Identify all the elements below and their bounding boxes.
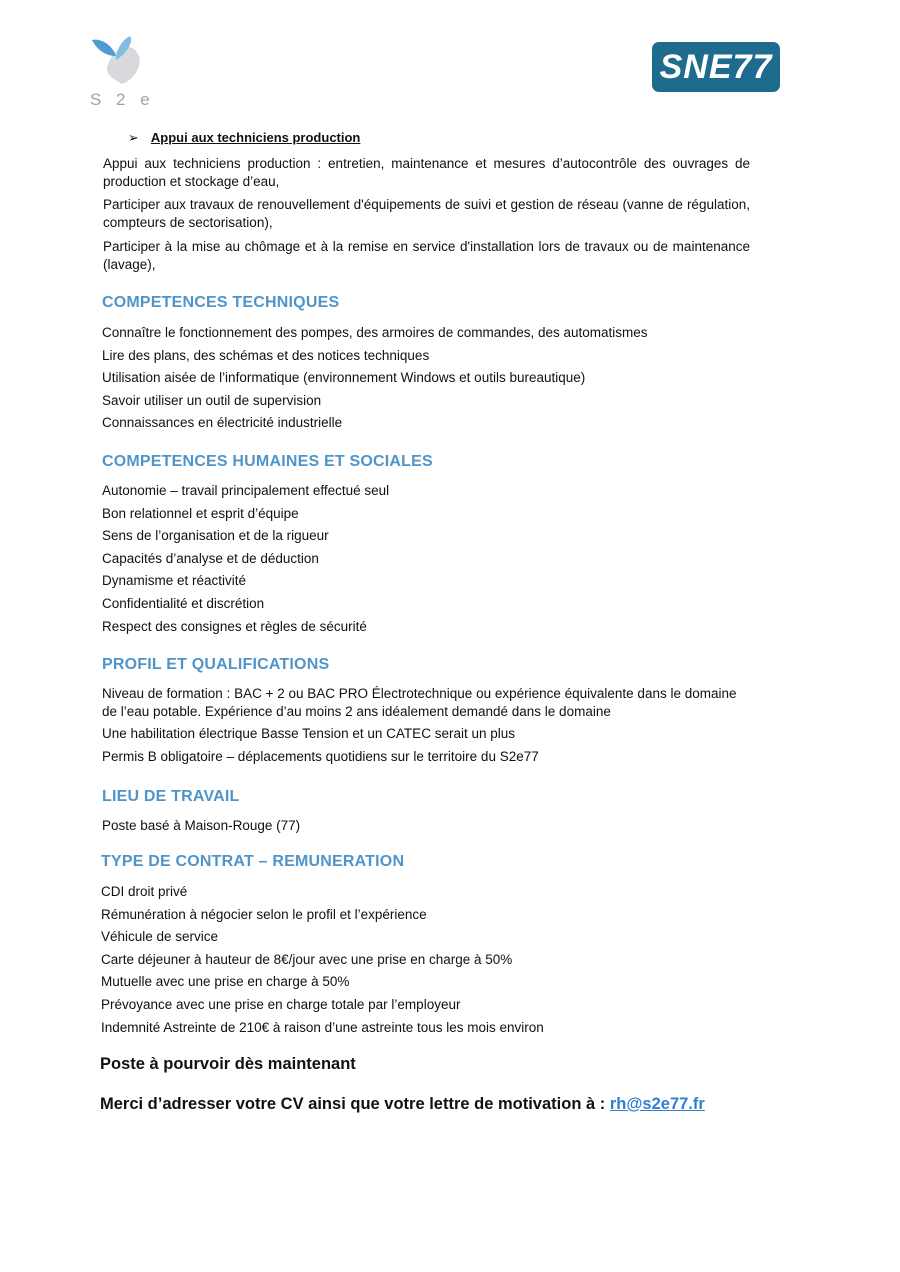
list-item: Sens de l’organisation et de la rigueur — [102, 528, 329, 544]
intro-paragraph: Participer aux travaux de renouvellement d'équipements de suivi et gestion de réseau (vanne de régulation, compteurs de sectorisation), — [103, 197, 750, 230]
list-item: Respect des consignes et règles de sécurité — [102, 618, 367, 634]
list-item: CDI droit privé — [101, 884, 188, 899]
list-item: Connaître le fonctionnement des pompes, des armoires de commandes, des automatismes — [102, 325, 648, 340]
availability-text: Poste à pourvoir dès maintenant — [100, 1055, 356, 1073]
section-title-contrat: TYPE DE CONTRAT – REMUNERATION — [101, 853, 405, 870]
list-item: Mutuelle avec une prise en charge à 50% — [101, 974, 350, 990]
s2e-logo-mark-icon — [86, 34, 156, 92]
email-link[interactable]: rh@s2e77.fr — [609, 1095, 705, 1113]
list-item: Une habilitation électrique Basse Tension et un CATEC serait un plus — [102, 726, 515, 741]
sne77-logo: SNE77 — [652, 42, 780, 92]
apply-instructions — [100, 1095, 705, 1114]
list-item: Lire des plans, des schémas et des notices techniques — [102, 347, 430, 363]
list-item: Véhicule de service — [101, 929, 219, 945]
section-title-competences-humaines: COMPETENCES HUMAINES ET SOCIALES — [102, 453, 433, 470]
list-item: Bon relationnel et esprit d’équipe — [102, 505, 299, 521]
list-item: Capacités d’analyse et de déduction — [102, 550, 319, 566]
s2e-logo-text: S 2 e — [90, 90, 155, 109]
intro-paragraph: Appui aux techniciens production : entretien, maintenance et mesures d’autocontrôle des ouvrages de production et stockage d’eau, — [103, 156, 750, 189]
arrow-bullet-icon: ➢ — [128, 130, 139, 145]
list-item: Indemnité Astreinte de 210€ à raison d’une astreinte tous les mois environ — [101, 1019, 544, 1035]
list-item: Rémunération à négocier selon le profil et l’expérience — [101, 906, 427, 922]
list-item: Niveau de formation : BAC + 2 ou BAC PRO Électrotechnique ou expérience équivalente dans le domaine de l’eau potable. Expérience d’au moins 2 ans idéalement demandé dans le domaine — [102, 686, 737, 719]
list-item: Permis B obligatoire – déplacements quotidiens sur le territoire du S2e77 — [102, 748, 539, 764]
intro-paragraph: Participer à la mise au chômage et à la remise en service d'installation lors de travaux ou de maintenance (lavage), — [103, 239, 750, 272]
list-item: Prévoyance avec une prise en charge totale par l’employeur — [101, 996, 461, 1012]
list-item: Carte déjeuner à hauteur de 8€/jour avec une prise en charge à 50% — [101, 951, 513, 967]
list-item: Autonomie – travail principalement effectué seul — [102, 483, 390, 498]
list-item: Utilisation aisée de l’informatique (environnement Windows et outils bureautique) — [102, 370, 586, 386]
list-item: Confidentialité et discrétion — [102, 595, 265, 611]
list-item: Dynamisme et réactivité — [102, 573, 247, 589]
list-item: Savoir utiliser un outil de supervision — [102, 392, 322, 408]
s2e-logo — [86, 34, 156, 112]
lieu-list — [102, 817, 762, 840]
contrat-list — [101, 883, 761, 1041]
competences-humaines-list — [102, 482, 762, 640]
intro-subheading: ➢ Appui aux techniciens production — [128, 130, 361, 145]
competences-techniques-list — [102, 324, 762, 437]
section-title-lieu: LIEU DE TRAVAIL — [102, 788, 240, 805]
list-item: Poste basé à Maison-Rouge (77) — [102, 818, 301, 833]
section-title-competences-techniques: COMPETENCES TECHNIQUES — [102, 294, 340, 311]
list-item: Connaissances en électricité industrielle — [102, 415, 343, 431]
profil-list — [102, 685, 752, 770]
section-title-profil: PROFIL ET QUALIFICATIONS — [102, 656, 330, 673]
apply-text: Merci d’adresser votre CV ainsi que votre lettre de motivation à : — [100, 1095, 610, 1113]
